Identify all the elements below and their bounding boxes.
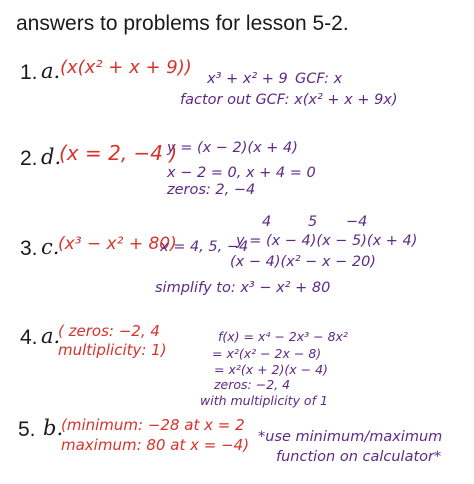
root-mark-3: −4 (346, 214, 368, 230)
answer-line-1: (minimum: −28 at x = 2 (61, 416, 245, 434)
answer-choice: a. (41, 324, 61, 348)
problem-number: 3. (20, 237, 38, 260)
answer-text: (x = 2, −4 ) (59, 141, 178, 165)
answer-line-2: maximum: 80 at x = −4) (61, 436, 250, 454)
answer-text: (x³ − x² + 80) (58, 234, 177, 254)
work-gcf: GCF: x (295, 71, 343, 87)
work-roots: x = 4, 5, −4 (160, 239, 249, 255)
answer-choice: d. (41, 145, 62, 169)
calculator-note-line-2: function on calculator* (276, 449, 442, 465)
answer-text: (x(x² + x + 9)) (60, 57, 192, 78)
calculator-note-line-1: *use minimum/maximum (258, 429, 443, 445)
work-line-5: with multiplicity of 1 (200, 393, 328, 408)
answer-choice: b. (43, 416, 64, 440)
answer-line-2: multiplicity: 1) (58, 341, 167, 359)
work-expanded: (x − 4)(x² − x − 20) (230, 254, 376, 270)
page-title: answers to problems for lesson 5-2. (16, 12, 349, 35)
work-line-4: zeros: −2, 4 (214, 377, 291, 392)
work-line-2: = x²(x² − 2x − 8) (212, 346, 322, 361)
work-line-1: f(x) = x⁴ − 2x³ − 8x² (218, 329, 348, 344)
answer-choice: c. (41, 235, 60, 259)
work-line-3: = x²(x + 2)(x − 4) (214, 362, 328, 377)
work-expression: x³ + x² + 9 (207, 71, 288, 87)
work-factor: factor out GCF: x(x² + x + 9x) (180, 92, 398, 108)
answer-line-1: ( zeros: −2, 4 (58, 322, 160, 340)
root-mark-1: 4 (262, 214, 272, 230)
work-zeros: zeros: 2, −4 (167, 182, 256, 198)
answer-choice: a. (41, 59, 61, 83)
problem-number: 5. (18, 418, 36, 441)
work-setzero: x − 2 = 0, x + 4 = 0 (167, 165, 316, 181)
work-equation: y = (x − 4)(x − 5)(x + 4) (236, 233, 418, 249)
problem-number: 4. (20, 326, 38, 349)
problem-number: 2. (20, 147, 38, 170)
work-equation: y = (x − 2)(x + 4) (167, 140, 298, 156)
work-simplify: simplify to: x³ − x² + 80 (155, 280, 331, 296)
root-mark-2: 5 (308, 214, 318, 230)
problem-number: 1. (20, 61, 38, 84)
